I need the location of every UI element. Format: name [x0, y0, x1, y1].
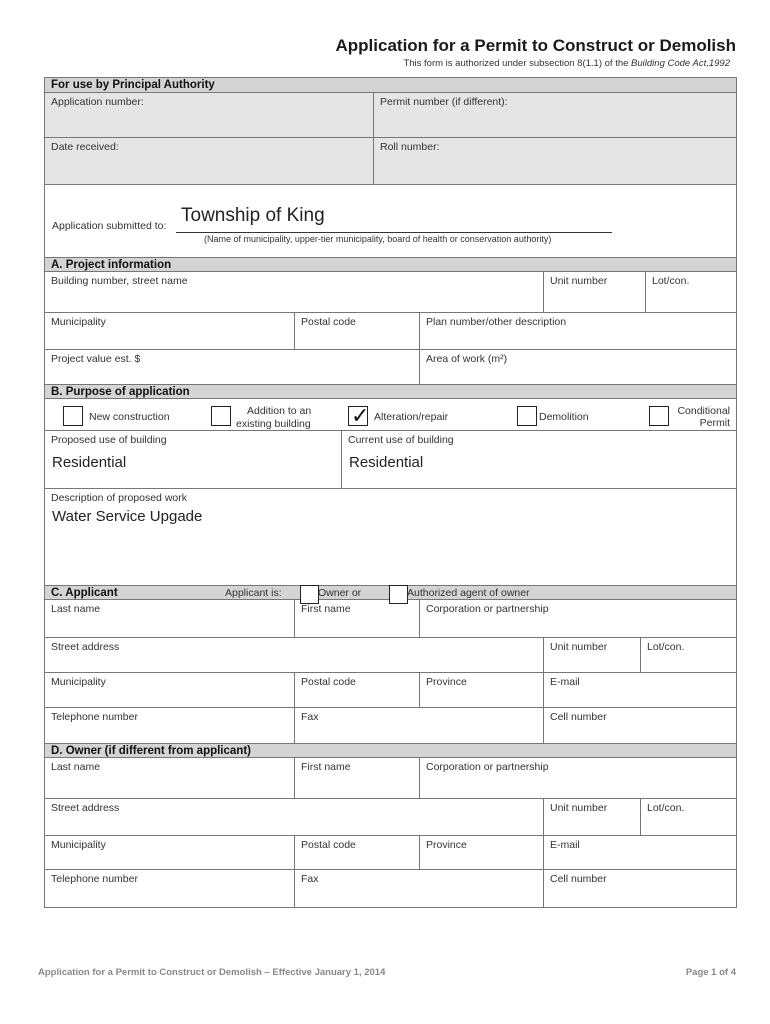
owner-municipality-field[interactable] [45, 835, 294, 869]
applicant-cell-label: Cell number [550, 711, 607, 723]
section-d-heading: D. Owner (if different from applicant) [45, 743, 736, 758]
project-lot-con-label: Lot/con. [652, 275, 690, 287]
owner-last-name-field[interactable] [45, 758, 294, 798]
owner-lot-con-label: Lot/con. [647, 802, 685, 814]
owner-email-label: E-mail [550, 839, 580, 851]
new-construction-label: New construction [89, 411, 170, 423]
addition-label-line2: existing building [236, 418, 311, 430]
owner-first-name-field[interactable] [294, 758, 419, 798]
subtitle-act: Building Code Act,1992 [631, 58, 730, 69]
area-of-work-field[interactable] [419, 349, 736, 386]
building-number-field[interactable] [45, 272, 543, 312]
addition-label-line1: Addition to an [247, 405, 312, 417]
permit-form [44, 77, 737, 908]
applicant-postal-field[interactable] [294, 672, 419, 707]
demolition-label: Demolition [539, 411, 589, 423]
submitted-to-label: Application submitted to: [52, 220, 167, 232]
project-value-label: Project value est. $ [51, 353, 141, 365]
submitted-to-value: Township of King [181, 205, 325, 226]
owner-postal-field[interactable] [294, 835, 419, 869]
applicant-street-label: Street address [51, 641, 120, 653]
authorized-agent-label: Authorized agent of owner [407, 587, 530, 599]
project-lot-con-field[interactable] [645, 272, 736, 312]
submitted-to-hint: (Name of municipality, upper-tier municipality, board of health or conservation authority) [204, 234, 552, 244]
owner-or-label: Owner or [318, 587, 362, 599]
owner-email-field[interactable] [543, 835, 736, 869]
subtitle-prefix: This form is authorized under subsection 8(1.1) of the [403, 58, 629, 69]
footer-form-title: Application for a Permit to Construct or Demolish – Effective January 1, 2014 [38, 967, 386, 978]
owner-unit-field[interactable] [543, 798, 640, 835]
page-title: Application for a Permit to Construct or Demolish [335, 36, 736, 55]
current-use-value: Residential [349, 454, 424, 471]
applicant-email-label: E-mail [550, 676, 580, 688]
owner-unit-label: Unit number [550, 802, 608, 814]
description-value: Water Service Upgade [52, 508, 203, 525]
owner-fax-label: Fax [301, 873, 319, 885]
applicant-unit-label: Unit number [550, 641, 608, 653]
section-b-heading: B. Purpose of application [45, 384, 736, 399]
applicant-corporation-label: Corporation or partnership [426, 603, 549, 615]
proposed-use-value: Residential [52, 454, 127, 471]
applicant-province-field[interactable] [419, 672, 543, 707]
owner-telephone-label: Telephone number [51, 873, 138, 885]
applicant-fax-label: Fax [301, 711, 319, 723]
project-municipality-label: Municipality [51, 316, 106, 328]
conditional-permit-label [677, 405, 730, 429]
roll-number-field[interactable] [373, 137, 736, 184]
owner-corporation-label: Corporation or partnership [426, 761, 549, 773]
applicant-first-name-label: First name [301, 603, 351, 615]
applicant-fax-field[interactable] [294, 707, 543, 743]
conditional-label-line2: Permit [699, 417, 730, 429]
date-received-field[interactable] [45, 137, 373, 184]
project-value-field[interactable] [45, 349, 419, 386]
check-icon: ✓ [351, 403, 370, 428]
application-number-label: Application number: [51, 96, 144, 108]
conditional-label-line1: Conditional [677, 405, 730, 417]
page-subtitle [403, 58, 730, 69]
owner-fax-field[interactable] [294, 869, 543, 907]
applicant-last-name-field[interactable] [45, 600, 294, 637]
applicant-street-field[interactable] [45, 637, 543, 672]
owner-street-field[interactable] [45, 798, 543, 835]
application-number-field[interactable] [45, 93, 373, 137]
roll-number-label: Roll number: [380, 141, 440, 153]
proposed-use-label: Proposed use of building [51, 434, 167, 446]
applicant-cell-field[interactable] [543, 707, 736, 743]
project-municipality-field[interactable] [45, 312, 294, 349]
applicant-lot-con-label: Lot/con. [647, 641, 685, 653]
owner-province-field[interactable] [419, 835, 543, 869]
new-construction-checkbox[interactable] [63, 406, 83, 426]
owner-telephone-field[interactable] [45, 869, 294, 907]
owner-last-name-label: Last name [51, 761, 101, 773]
owner-municipality-label: Municipality [51, 839, 106, 851]
date-received-label: Date received: [51, 141, 119, 153]
current-use-label: Current use of building [348, 434, 454, 446]
description-field[interactable] [45, 488, 736, 585]
applicant-postal-label: Postal code [301, 676, 356, 688]
owner-cell-label: Cell number [550, 873, 607, 885]
plan-number-label: Plan number/other description [426, 316, 567, 328]
owner-cell-field[interactable] [543, 869, 736, 907]
owner-province-label: Province [426, 839, 467, 851]
project-unit-number-field[interactable] [543, 272, 645, 312]
project-postal-code-label: Postal code [301, 316, 356, 328]
applicant-first-name-field[interactable] [294, 600, 419, 637]
owner-postal-label: Postal code [301, 839, 356, 851]
addition-checkbox[interactable] [211, 406, 231, 426]
applicant-last-name-label: Last name [51, 603, 101, 615]
plan-number-field[interactable] [419, 312, 736, 349]
applicant-lot-con-field[interactable] [640, 637, 736, 672]
applicant-telephone-field[interactable] [45, 707, 294, 743]
footer-page-number: Page 1 of 4 [685, 967, 736, 978]
conditional-permit-checkbox[interactable] [649, 406, 669, 426]
demolition-checkbox[interactable] [517, 406, 537, 426]
applicant-corporation-field[interactable] [419, 600, 736, 637]
building-number-label: Building number, street name [51, 275, 188, 287]
owner-street-label: Street address [51, 802, 120, 814]
owner-lot-con-field[interactable] [640, 798, 736, 835]
applicant-is-label: Applicant is: [225, 587, 282, 599]
owner-first-name-label: First name [301, 761, 351, 773]
permit-number-label: Permit number (if different): [380, 96, 508, 108]
section-c-heading: C. Applicant [45, 585, 736, 600]
applicant-province-label: Province [426, 676, 467, 688]
area-of-work-label: Area of work (m²) [426, 353, 508, 365]
project-unit-number-label: Unit number [550, 275, 608, 287]
applicant-municipality-label: Municipality [51, 676, 106, 688]
alteration-label: Alteration/repair [374, 411, 449, 423]
applicant-municipality-field[interactable] [45, 672, 294, 707]
section-authority-heading: For use by Principal Authority [45, 78, 736, 93]
description-label: Description of proposed work [51, 492, 187, 504]
applicant-unit-field[interactable] [543, 637, 640, 672]
owner-corporation-field[interactable] [419, 758, 736, 798]
project-postal-code-field[interactable] [294, 312, 419, 349]
section-a-heading: A. Project information [45, 257, 736, 272]
applicant-email-field[interactable] [543, 672, 736, 707]
permit-number-field[interactable] [373, 93, 736, 137]
applicant-telephone-label: Telephone number [51, 711, 138, 723]
